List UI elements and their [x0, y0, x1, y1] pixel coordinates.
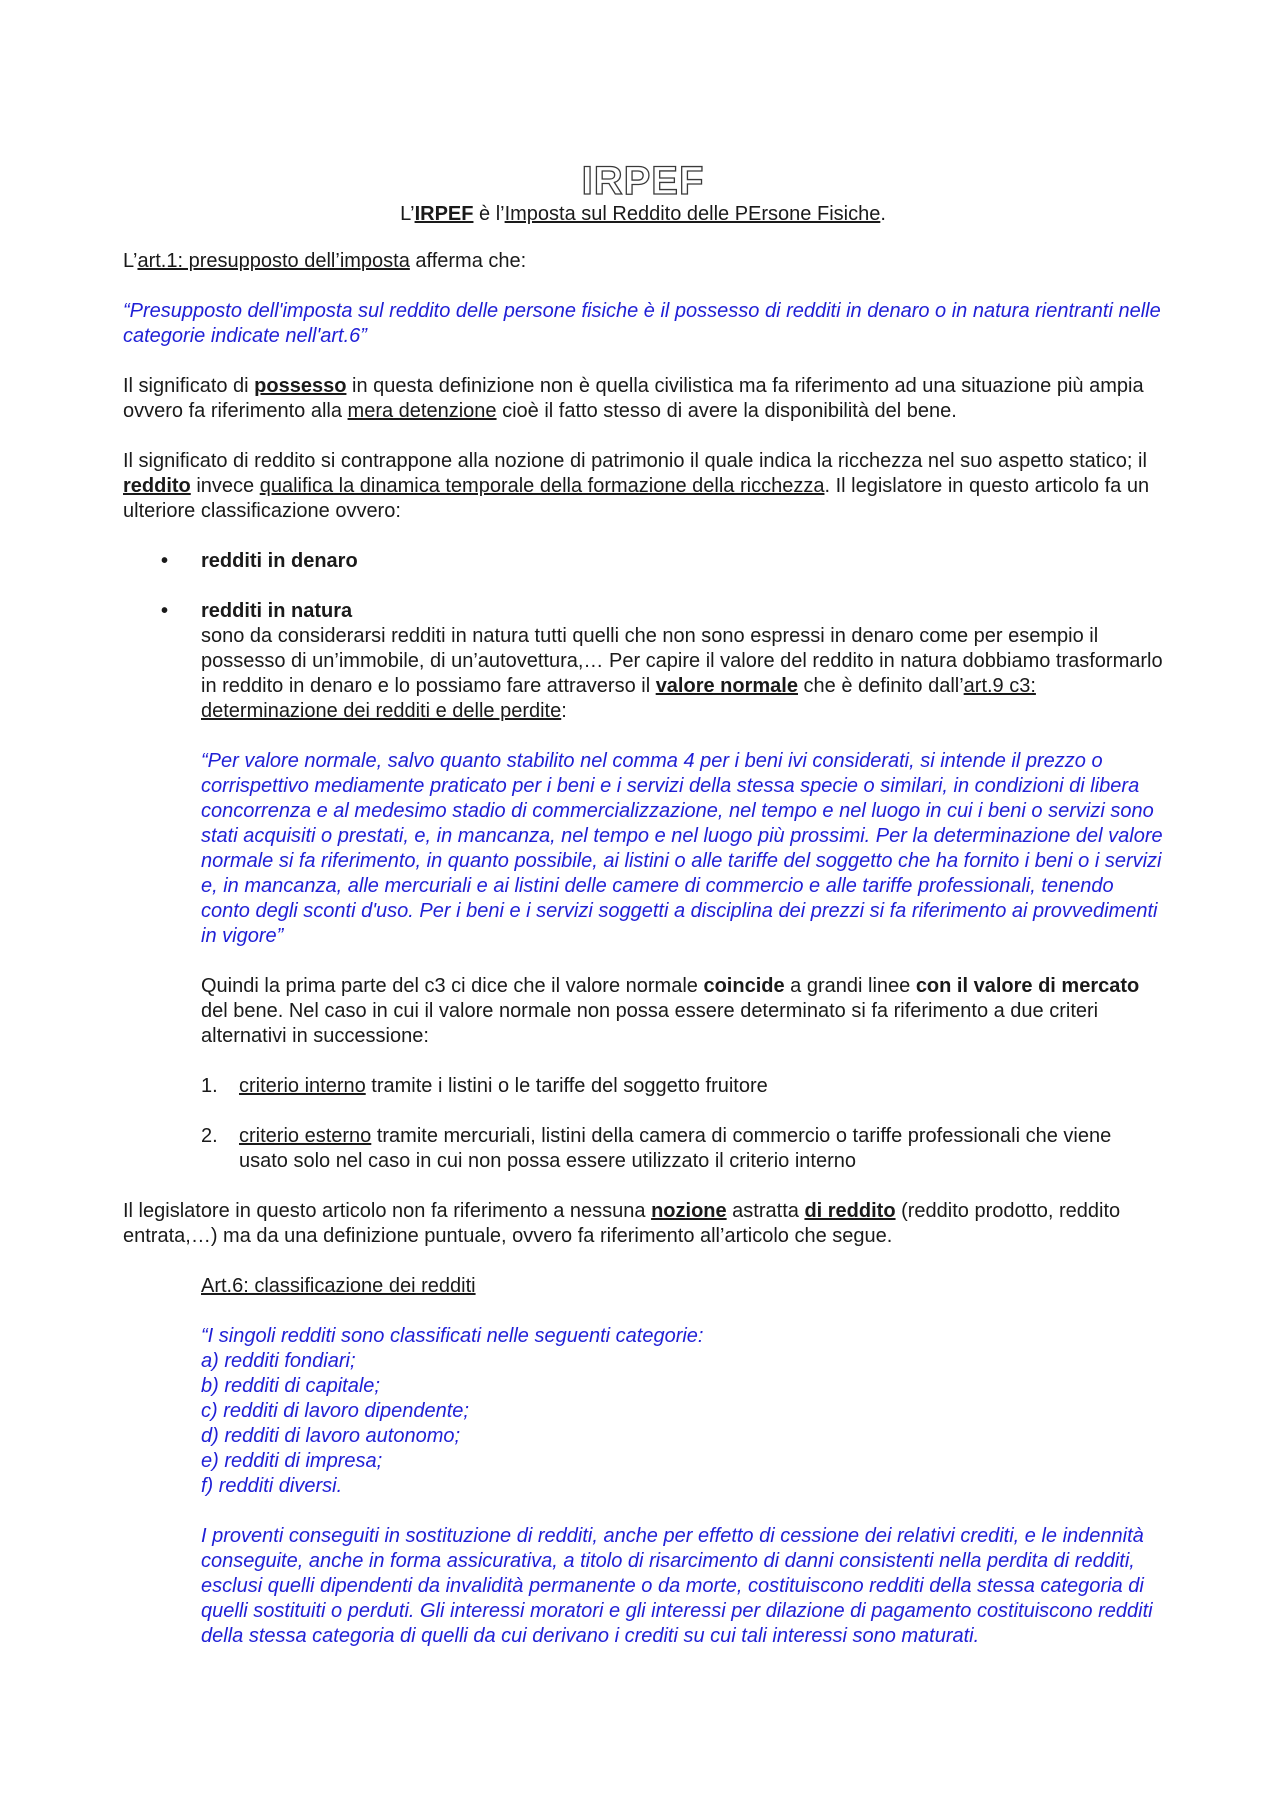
- art1-intro-post: afferma che:: [409, 250, 527, 272]
- subtitle-pre: L’: [400, 203, 415, 225]
- natura-paragraph: [201, 625, 1163, 722]
- di-reddito-term: di reddito: [804, 1200, 896, 1222]
- list-item: [123, 599, 1163, 724]
- criterio-interno-text: tramite i listini o le tariffe del soggetto fruitore: [365, 1075, 768, 1097]
- art1-intro: [123, 249, 1163, 274]
- valore-normale-term: valore normale: [655, 675, 798, 697]
- criteria-list: [201, 1074, 1163, 1174]
- art1-reference: art.1: presupposto dell’imposta: [137, 250, 410, 272]
- art6-heading: [201, 1274, 1163, 1299]
- list-item: [123, 549, 1163, 574]
- natura-text-2: che è definito dall’: [797, 675, 964, 697]
- category-c: c) redditi di lavoro dipendente;: [201, 1400, 469, 1422]
- criterio-esterno-text: tramite mercuriali, listini della camera di commercio o tariffe professionali che viene usato solo nel caso in cui non possa essere utilizzato il criterio interno: [239, 1125, 1112, 1172]
- reddito-types-list: [123, 549, 1163, 724]
- criteria-number: 2.: [201, 1125, 218, 1147]
- coincide-term: coincide: [703, 975, 785, 997]
- subtitle-full-name: Imposta sul Reddito delle PErsone Fisiche: [504, 203, 881, 225]
- legislatore-paragraph: [123, 1199, 1163, 1249]
- art1-quote: “Presupposto dell'imposta sul reddito delle persone fisiche è il possesso di redditi in denaro o in natura rientranti nelle categorie indicate nell'art.6”: [123, 300, 1161, 347]
- art1-intro-pre: L’: [123, 250, 138, 272]
- list-item: [201, 1074, 1163, 1099]
- reddito-text-3: . Il legislatore in questo articolo fa un ulteriore classificazione ovvero:: [123, 475, 1150, 522]
- art6-heading-text: Art.6: classificazione dei redditi: [201, 1275, 476, 1297]
- quindi-text-1: Quindi la prima parte del c3 ci dice che il valore normale: [201, 975, 704, 997]
- category-a: a) redditi fondiari;: [201, 1350, 356, 1372]
- document-page: [123, 160, 1163, 1674]
- category-f: f) redditi diversi.: [201, 1475, 343, 1497]
- category-e: e) redditi di impresa;: [201, 1450, 383, 1472]
- dinamica-temporale-term: qualifica la dinamica temporale della formazione della ricchezza: [259, 475, 825, 497]
- possesso-text-2: in questa definizione non è quella civilistica ma fa riferimento ad una situazione più ampia ovvero fa riferimento alla: [123, 375, 1144, 422]
- possesso-text-1: Il significato di: [123, 375, 255, 397]
- subtitle-post: .: [880, 203, 886, 225]
- quindi-text-2: a grandi linee: [784, 975, 916, 997]
- category-b: b) redditi di capitale;: [201, 1375, 380, 1397]
- art9-reference: art.9 c3: determinazione dei redditi e delle perdite: [201, 675, 1036, 722]
- art6-intro: “I singoli redditi sono classificati nelle seguenti categorie:: [201, 1325, 704, 1347]
- possesso-term: possesso: [254, 375, 347, 397]
- subtitle-irpef: IRPEF: [414, 203, 474, 225]
- art9-quote: “Per valore normale, salvo quanto stabilito nel comma 4 per i beni ivi considerati, si intende il prezzo o corrispettivo mediamente praticato per i beni e i servizi della stessa specie o similari, in condizioni di libera concorrenza e al medesimo stadio di commercializzazione, nel tempo e nel luogo in cui i beni o servizi sono stati acquisiti o prestati, e, in mancanza, nel tempo e nel luogo più prossimi. Per la determinazione del valore normale si fa riferimento, in quanto possibile, ai listini o alle tariffe del soggetto che ha fornito i beni o i servizi e, in mancanza, alle mercuriali e ai listini delle camere di commercio e alle tariffe professionali, tenendo conto degli sconti d'uso. Per i beni e i servizi soggetti a disciplina dei prezzi si fa riferimento ai provvedimenti in vigore”: [201, 750, 1163, 947]
- art6-proventi-quote: I proventi conseguiti in sostituzione di redditi, anche per effetto di cessione dei relativi crediti, e le indennità conseguite, anche in forma assicurativa, a titolo di risarcimento di danni consistenti nella perdita di redditi, esclusi quelli dipendenti da invalidità permanente o da morte, costituiscono redditi della stessa categoria di quelli sostituiti o perduti. Gli interessi moratori e gli interessi per dilazione di pagamento costituiscono redditi della stessa categoria di quelli da cui derivano i crediti su cui tali interessi sono maturati.: [201, 1525, 1153, 1647]
- criterio-interno-term: criterio interno: [239, 1075, 366, 1097]
- possesso-paragraph: [123, 374, 1163, 424]
- reddito-paragraph: [123, 449, 1163, 524]
- reddito-text-1: Il significato di reddito si contrappone alla nozione di patrimonio il quale indica la ricchezza nel suo aspetto statico; il: [123, 450, 1147, 472]
- page-title: IRPEF: [581, 159, 705, 203]
- bullet-natura: redditi in natura: [201, 600, 353, 622]
- natura-text-3: :: [561, 700, 567, 722]
- criterio-esterno-term: criterio esterno: [239, 1125, 372, 1147]
- natura-text-1: sono da considerarsi redditi in natura tutti quelli che non sono espressi in denaro come per esempio il possesso di un’immobile, di un’autovettura,… Per capire il valore del reddito in natura dobbiamo trasformarlo in reddito in denaro e lo possiamo fare attraverso il: [201, 625, 1163, 697]
- bullet-icon: •: [161, 600, 169, 622]
- reddito-text-2: invece: [190, 475, 260, 497]
- bullet-icon: •: [161, 550, 169, 572]
- subtitle: [123, 202, 1163, 227]
- quindi-text-3: del bene. Nel caso in cui il valore normale non possa essere determinato si fa riferimento a due criteri alternativi in successione:: [201, 1000, 1099, 1047]
- criteria-number: 1.: [201, 1075, 218, 1097]
- legislatore-text-1: Il legislatore in questo articolo non fa riferimento a nessuna: [123, 1200, 652, 1222]
- bullet-denaro: redditi in denaro: [201, 550, 358, 572]
- reddito-term: reddito: [123, 475, 191, 497]
- legislatore-text-3: (reddito prodotto, reddito entrata,…) ma da una definizione puntuale, ovvero fa riferimento all’articolo che segue.: [123, 1200, 1121, 1247]
- list-item: [201, 1124, 1163, 1174]
- legislatore-text-2: astratta: [726, 1200, 805, 1222]
- valore-mercato-term: con il valore di mercato: [915, 975, 1140, 997]
- possesso-text-3: cioè il fatto stesso di avere la disponibilità del bene.: [496, 400, 957, 422]
- nozione-term: nozione: [651, 1200, 727, 1222]
- category-d: d) redditi di lavoro autonomo;: [201, 1425, 461, 1447]
- subtitle-mid: è l’: [473, 203, 505, 225]
- art6-categories-quote: [201, 1324, 1163, 1499]
- mera-detenzione-term: mera detenzione: [347, 400, 497, 422]
- quindi-paragraph: [201, 974, 1163, 1049]
